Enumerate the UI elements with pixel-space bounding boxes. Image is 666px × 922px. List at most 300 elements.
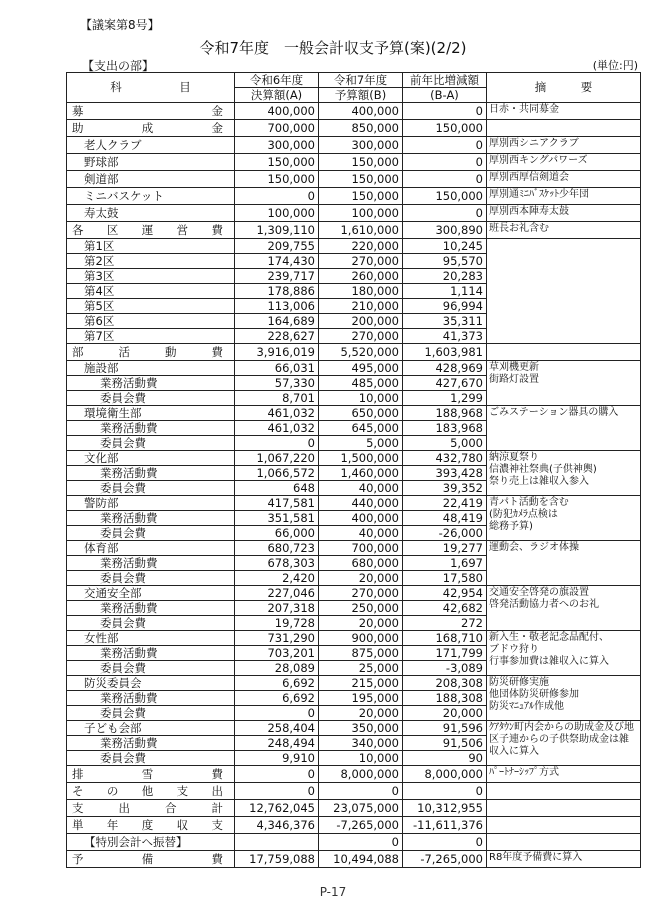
item-name-cell [67, 376, 235, 391]
amount-b: 5,000 [319, 436, 403, 451]
amount-b: 25,000 [319, 661, 403, 676]
amount-b: 680,000 [319, 556, 403, 571]
table-row [67, 834, 641, 851]
note-cell: R8年度予備費に算入 [487, 851, 641, 868]
amount-a: 300,000 [235, 137, 319, 154]
item-name-cell [67, 344, 235, 361]
item-number: 【議案第8号】 [80, 18, 160, 32]
item-name: 防災委員会 [84, 676, 142, 690]
item-name: 施設部 [84, 361, 119, 375]
item-name-cell [67, 800, 235, 817]
item-name: 単年度収支 [72, 818, 223, 832]
amount-a: 703,201 [235, 646, 319, 661]
item-name: 第4区 [84, 284, 115, 298]
note-cell: 納涼夏祭り 信濃神社祭典(子供神輿) 祭り売上は雑収入参入 [487, 451, 641, 496]
note-cell [487, 239, 641, 344]
amount-c: 0 [403, 171, 487, 188]
amount-c: 90 [403, 751, 487, 766]
amount-a: 6,692 [235, 691, 319, 706]
item-name-cell [67, 239, 235, 254]
note-cell: ﾊﾟｰﾄﾅｰｼｯﾌﾟ方式 [487, 766, 641, 783]
amount-b: 300,000 [319, 137, 403, 154]
table-row [67, 188, 641, 205]
note-cell: ごみステーション器具の購入 [487, 406, 641, 451]
amount-a: 700,000 [235, 120, 319, 137]
item-name: 第2区 [84, 254, 115, 268]
item-name-cell [67, 541, 235, 556]
amount-b: 260,000 [319, 269, 403, 284]
amount-b: 1,460,000 [319, 466, 403, 481]
item-name-cell [67, 391, 235, 406]
note-cell [487, 834, 641, 851]
amount-c: 42,954 [403, 586, 487, 601]
item-name-cell [67, 783, 235, 800]
item-name-cell [67, 205, 235, 222]
item-name: 業務活動費 [100, 691, 158, 705]
item-name: 業務活動費 [100, 736, 158, 750]
amount-b: 0 [319, 834, 403, 851]
amount-a: 258,404 [235, 721, 319, 736]
amount-c: 91,596 [403, 721, 487, 736]
amount-c: 0 [403, 154, 487, 171]
item-name-cell [67, 120, 235, 137]
item-name-cell [67, 646, 235, 661]
amount-b: 900,000 [319, 631, 403, 646]
amount-b: 210,000 [319, 299, 403, 314]
note-cell: 運動会、ラジオ体操 [487, 541, 641, 586]
table-row [67, 631, 641, 646]
amount-a: 9,910 [235, 751, 319, 766]
amount-a: 178,886 [235, 284, 319, 299]
item-name: 委員会費 [100, 751, 146, 765]
amount-a: 164,689 [235, 314, 319, 329]
amount-c: 0 [403, 834, 487, 851]
header-col-c-line2: (B-A) [403, 88, 487, 103]
amount-b: 250,000 [319, 601, 403, 616]
note-cell: 草刈機更新 街路灯設置 [487, 361, 641, 406]
amount-b: 350,000 [319, 721, 403, 736]
amount-a: 209,755 [235, 239, 319, 254]
amount-b: 180,000 [319, 284, 403, 299]
item-name: 排雪費 [72, 767, 223, 781]
item-name-cell [67, 361, 235, 376]
table-row [67, 120, 641, 137]
item-name: 委員会費 [100, 481, 146, 495]
amount-c: 300,890 [403, 222, 487, 239]
amount-a: 400,000 [235, 103, 319, 120]
item-name: 業務活動費 [100, 376, 158, 390]
item-name: 委員会費 [100, 706, 146, 720]
amount-c: 150,000 [403, 188, 487, 205]
amount-b: 40,000 [319, 526, 403, 541]
item-name-cell [67, 254, 235, 269]
header-subject: 科 目 [67, 73, 235, 103]
amount-c: 41,373 [403, 329, 487, 344]
table-row [67, 541, 641, 556]
item-name: 業務活動費 [100, 466, 158, 480]
header-col-a-line1: 令和6年度 [235, 73, 319, 88]
amount-b: 20,000 [319, 706, 403, 721]
amount-c: 96,994 [403, 299, 487, 314]
item-name: 交通安全部 [84, 586, 142, 600]
item-name: 委員会費 [100, 661, 146, 675]
amount-a: 8,701 [235, 391, 319, 406]
amount-b: 270,000 [319, 254, 403, 269]
table-row [67, 817, 641, 834]
amount-b: 195,000 [319, 691, 403, 706]
item-name: 第5区 [84, 299, 115, 313]
amount-c: -11,611,376 [403, 817, 487, 834]
item-name-cell [67, 556, 235, 571]
amount-a: 2,420 [235, 571, 319, 586]
amount-b: 340,000 [319, 736, 403, 751]
item-name-cell [67, 766, 235, 783]
amount-b: 400,000 [319, 511, 403, 526]
header-note: 摘 要 [487, 73, 641, 103]
item-name: 環境衛生部 [84, 406, 142, 420]
item-name: 各区運営費 [72, 223, 223, 237]
amount-c: -7,265,000 [403, 851, 487, 868]
item-name: 委員会費 [100, 436, 146, 450]
table-row [67, 766, 641, 783]
item-name-cell [67, 601, 235, 616]
item-name-cell [67, 834, 235, 851]
item-name-cell [67, 721, 235, 736]
item-name-cell [67, 481, 235, 496]
header-row-1 [67, 73, 641, 88]
amount-c: 0 [403, 103, 487, 120]
note-cell: 交通安全啓発の旗設置 啓発活動協力者へのお礼 [487, 586, 641, 631]
amount-b: 10,494,088 [319, 851, 403, 868]
amount-a: 19,728 [235, 616, 319, 631]
item-name: 第6区 [84, 314, 115, 328]
amount-a: 113,006 [235, 299, 319, 314]
amount-c: 0 [403, 137, 487, 154]
amount-b: 220,000 [319, 239, 403, 254]
item-name: 警防部 [84, 496, 119, 510]
amount-a: 0 [235, 706, 319, 721]
amount-b: 850,000 [319, 120, 403, 137]
item-name-cell [67, 571, 235, 586]
amount-b: 215,000 [319, 676, 403, 691]
header-col-b-line1: 令和7年度 [319, 73, 403, 88]
amount-c: 1,697 [403, 556, 487, 571]
amount-b: 20,000 [319, 571, 403, 586]
amount-c: 393,428 [403, 466, 487, 481]
amount-a: 28,089 [235, 661, 319, 676]
item-name: 業務活動費 [100, 556, 158, 570]
amount-a: 100,000 [235, 205, 319, 222]
table-row [67, 103, 641, 120]
amount-a: 228,627 [235, 329, 319, 344]
amount-b: 10,000 [319, 391, 403, 406]
note-cell: 厚別西シニアクラブ [487, 137, 641, 154]
amount-b: 495,000 [319, 361, 403, 376]
amount-a: 239,717 [235, 269, 319, 284]
amount-c: 42,682 [403, 601, 487, 616]
note-cell: 班長お礼含む [487, 222, 641, 239]
item-name-cell [67, 154, 235, 171]
item-name-cell [67, 406, 235, 421]
item-name-cell [67, 436, 235, 451]
amount-b: -7,265,000 [319, 817, 403, 834]
amount-b: 1,610,000 [319, 222, 403, 239]
item-name: 業務活動費 [100, 601, 158, 615]
amount-b: 270,000 [319, 329, 403, 344]
item-name-cell [67, 222, 235, 239]
amount-a: 351,581 [235, 511, 319, 526]
item-name-cell [67, 137, 235, 154]
amount-a: 174,430 [235, 254, 319, 269]
item-name-cell [67, 691, 235, 706]
amount-c: 1,603,981 [403, 344, 487, 361]
item-name: 業務活動費 [100, 646, 158, 660]
amount-a: 150,000 [235, 154, 319, 171]
table-row [67, 800, 641, 817]
table-row [67, 496, 641, 511]
amount-c: 35,311 [403, 314, 487, 329]
unit-label: (単位:円) [592, 59, 638, 72]
item-name-cell [67, 631, 235, 646]
table-row [67, 205, 641, 222]
item-name-cell [67, 751, 235, 766]
amount-c: -3,089 [403, 661, 487, 676]
amount-c: 10,312,955 [403, 800, 487, 817]
amount-c: 150,000 [403, 120, 487, 137]
amount-a: 417,581 [235, 496, 319, 511]
amount-b: 100,000 [319, 205, 403, 222]
item-name-cell [67, 466, 235, 481]
note-cell [487, 800, 641, 817]
amount-a: 150,000 [235, 171, 319, 188]
amount-c: 10,245 [403, 239, 487, 254]
amount-b: 700,000 [319, 541, 403, 556]
item-name-cell [67, 299, 235, 314]
item-name-cell [67, 329, 235, 344]
note-cell: ｸｱﾀｳﾝ町内会からの助成金及び地区子連からの子供祭助成金は雑収入に算入 [487, 721, 641, 766]
item-name-cell [67, 451, 235, 466]
amount-b: 485,000 [319, 376, 403, 391]
amount-b: 10,000 [319, 751, 403, 766]
table-row [67, 239, 641, 254]
amount-a: 17,759,088 [235, 851, 319, 868]
table-row [67, 361, 641, 376]
note-cell: 新入生・敬老記念品配付、 ブドウ狩り 行事参加費は雑収入に算入 [487, 631, 641, 676]
amount-c: 171,799 [403, 646, 487, 661]
table-row [67, 721, 641, 736]
amount-a: 680,723 [235, 541, 319, 556]
amount-a: 66,031 [235, 361, 319, 376]
amount-a: 0 [235, 188, 319, 205]
amount-a: 1,309,110 [235, 222, 319, 239]
amount-c: 48,419 [403, 511, 487, 526]
amount-b: 150,000 [319, 171, 403, 188]
note-cell: 厚別西キングパワーズ [487, 154, 641, 171]
amount-a: 461,032 [235, 421, 319, 436]
item-name-cell [67, 188, 235, 205]
item-name: 第7区 [84, 329, 115, 343]
amount-a: 1,066,572 [235, 466, 319, 481]
budget-table [66, 72, 641, 868]
amount-a: 1,067,220 [235, 451, 319, 466]
item-name-cell [67, 103, 235, 120]
item-name-cell [67, 586, 235, 601]
item-name: 寿太鼓 [84, 206, 119, 220]
note-cell: 厚別通ﾐﾆﾊﾞｽｹｯﾄ少年団 [487, 188, 641, 205]
amount-a: 57,330 [235, 376, 319, 391]
item-name-cell [67, 706, 235, 721]
amount-b: 40,000 [319, 481, 403, 496]
amount-b: 650,000 [319, 406, 403, 421]
item-name: 剣道部 [84, 172, 119, 186]
amount-c: 188,968 [403, 406, 487, 421]
item-name: 委員会費 [100, 616, 146, 630]
amount-b: 8,000,000 [319, 766, 403, 783]
amount-b: 200,000 [319, 314, 403, 329]
amount-c: 183,968 [403, 421, 487, 436]
amount-a: 648 [235, 481, 319, 496]
amount-c: 427,670 [403, 376, 487, 391]
amount-b: 20,000 [319, 616, 403, 631]
amount-b: 1,500,000 [319, 451, 403, 466]
section-label: 【支出の部】 [82, 59, 155, 73]
item-name: その他支出 [72, 784, 223, 798]
amount-c: 91,506 [403, 736, 487, 751]
amount-c: 19,277 [403, 541, 487, 556]
item-name: 体育部 [84, 541, 119, 555]
header-col-c-line1: 前年比増減額 [403, 73, 487, 88]
note-cell [487, 783, 641, 800]
amount-a: 66,000 [235, 526, 319, 541]
table-row [67, 137, 641, 154]
item-name-cell [67, 817, 235, 834]
item-name: 老人クラブ [84, 138, 142, 152]
amount-b: 5,520,000 [319, 344, 403, 361]
item-name: 文化部 [84, 451, 119, 465]
amount-b: 875,000 [319, 646, 403, 661]
table-row [67, 586, 641, 601]
item-name: 野球部 [84, 155, 119, 169]
amount-c: 5,000 [403, 436, 487, 451]
amount-c: 17,580 [403, 571, 487, 586]
amount-b: 0 [319, 783, 403, 800]
item-name: 支出合計 [72, 801, 223, 815]
item-name-cell [67, 851, 235, 868]
table-row [67, 783, 641, 800]
item-name: 募 金 [72, 104, 223, 118]
amount-a: 0 [235, 766, 319, 783]
page-number: P-17 [319, 885, 347, 899]
note-cell: 厚別西厚信剣道会 [487, 171, 641, 188]
amount-a: 3,916,019 [235, 344, 319, 361]
amount-a: 0 [235, 783, 319, 800]
amount-c: 20,000 [403, 706, 487, 721]
item-name: 女性部 [84, 631, 119, 645]
header-col-a-line2: 決算額(A) [235, 88, 319, 103]
note-cell: 青パト活動を含む (防犯ｶﾒﾗ点検は 総務予算) [487, 496, 641, 541]
amount-b: 270,000 [319, 586, 403, 601]
amount-c: 208,308 [403, 676, 487, 691]
amount-c: 95,570 [403, 254, 487, 269]
amount-c: 0 [403, 783, 487, 800]
note-cell: 厚別西本陣寿太鼓 [487, 205, 641, 222]
item-name-cell [67, 314, 235, 329]
item-name: 業務活動費 [100, 511, 158, 525]
item-name: 【特別会計へ振替】 [84, 835, 188, 849]
item-name-cell [67, 676, 235, 691]
note-cell [487, 120, 641, 137]
note-cell: 防災研修実施 他団体防災研修参加 防災ﾏﾆｭｱﾙ作成他 [487, 676, 641, 721]
table-row [67, 154, 641, 171]
amount-a: 461,032 [235, 406, 319, 421]
document-title: 令和7年度 一般会計収支予算(案)(2/2) [199, 39, 467, 57]
amount-b: 23,075,000 [319, 800, 403, 817]
amount-c: 272 [403, 616, 487, 631]
item-name-cell [67, 616, 235, 631]
table-row [67, 406, 641, 421]
amount-c: -26,000 [403, 526, 487, 541]
amount-a: 207,318 [235, 601, 319, 616]
amount-a: 678,303 [235, 556, 319, 571]
amount-c: 1,114 [403, 284, 487, 299]
item-name-cell [67, 661, 235, 676]
amount-c: 20,283 [403, 269, 487, 284]
item-name: 予備費 [72, 852, 223, 866]
item-name-cell [67, 526, 235, 541]
note-cell: 日赤・共同募金 [487, 103, 641, 120]
amount-c: 0 [403, 205, 487, 222]
amount-a: 248,494 [235, 736, 319, 751]
amount-b: 645,000 [319, 421, 403, 436]
amount-c: 432,780 [403, 451, 487, 466]
header-col-b-line2: 予算額(B) [319, 88, 403, 103]
amount-a: 0 [235, 436, 319, 451]
amount-a [235, 834, 319, 851]
item-name-cell [67, 171, 235, 188]
note-cell [487, 344, 641, 361]
amount-c: 1,299 [403, 391, 487, 406]
amount-c: 188,308 [403, 691, 487, 706]
table-row [67, 451, 641, 466]
table-row [67, 222, 641, 239]
amount-c: 168,710 [403, 631, 487, 646]
amount-b: 150,000 [319, 188, 403, 205]
item-name: 子ども会部 [84, 721, 142, 735]
item-name: 業務活動費 [100, 421, 158, 435]
item-name-cell [67, 421, 235, 436]
item-name: 助成金 [72, 121, 223, 135]
item-name-cell [67, 496, 235, 511]
item-name-cell [67, 269, 235, 284]
amount-b: 150,000 [319, 154, 403, 171]
amount-a: 12,762,045 [235, 800, 319, 817]
item-name-cell [67, 284, 235, 299]
item-name: ミニバスケット [84, 189, 164, 203]
amount-c: 22,419 [403, 496, 487, 511]
amount-b: 400,000 [319, 103, 403, 120]
table-row [67, 851, 641, 868]
amount-a: 731,290 [235, 631, 319, 646]
item-name: 委員会費 [100, 526, 146, 540]
item-name: 委員会費 [100, 571, 146, 585]
item-name: 第3区 [84, 269, 115, 283]
table-row [67, 344, 641, 361]
budget-table-body [67, 103, 641, 868]
amount-a: 227,046 [235, 586, 319, 601]
amount-a: 6,692 [235, 676, 319, 691]
item-name: 第1区 [84, 239, 115, 253]
amount-a: 4,346,376 [235, 817, 319, 834]
